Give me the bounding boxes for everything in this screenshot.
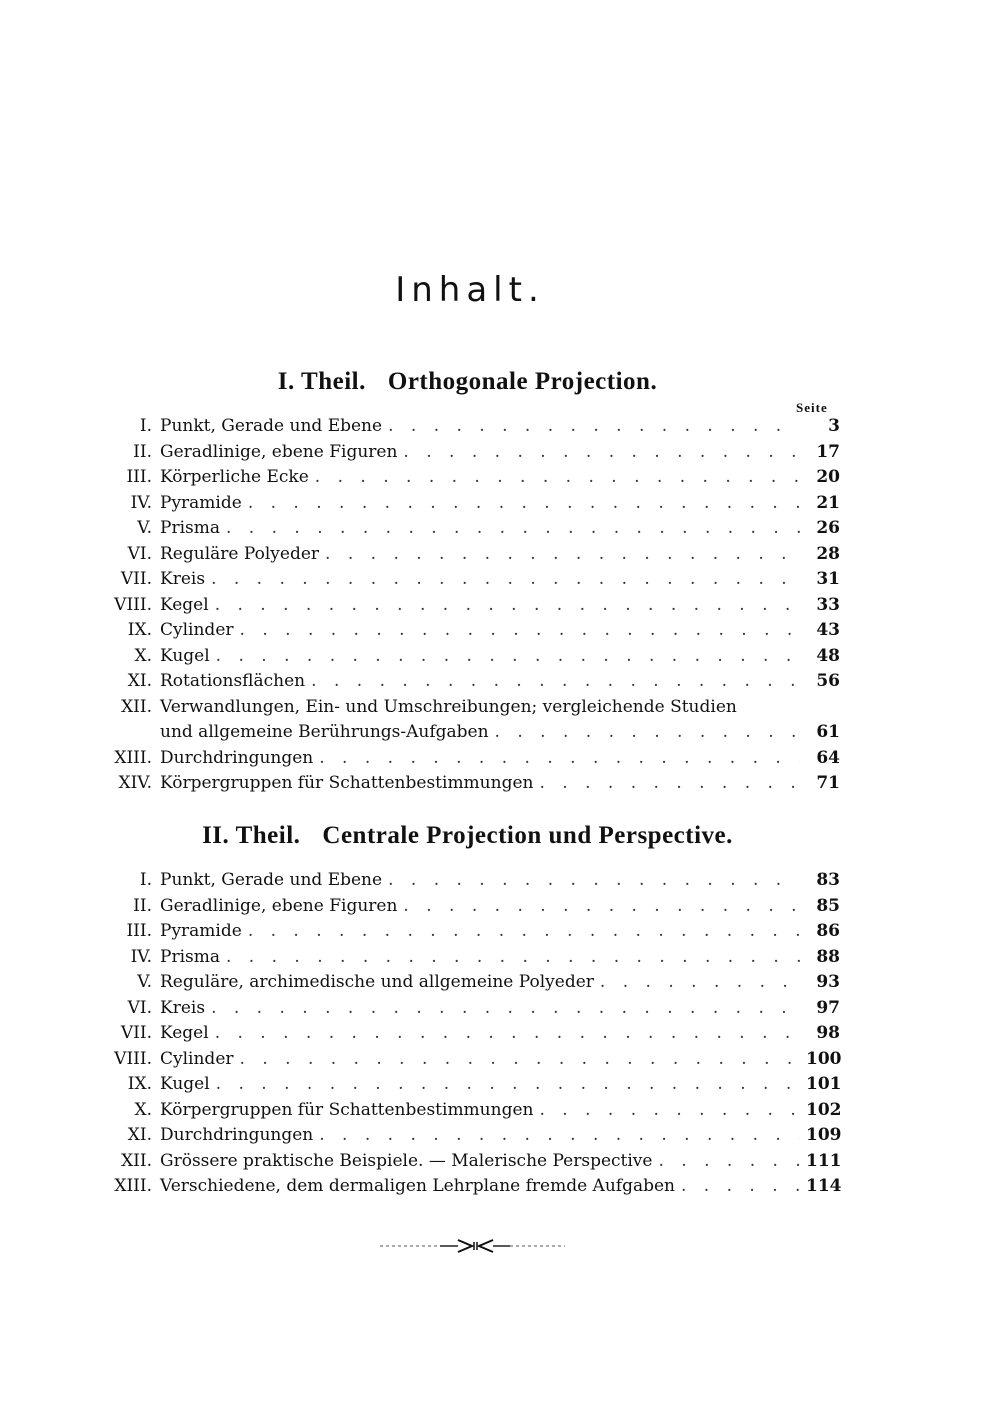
toc-entry-continuation bbox=[100, 720, 840, 746]
toc-entry-page: 114 bbox=[806, 1176, 842, 1196]
dot-leader bbox=[211, 567, 800, 593]
toc-entry bbox=[100, 567, 840, 593]
dot-leader bbox=[216, 1072, 800, 1098]
toc-entry-page: 28 bbox=[816, 543, 840, 564]
toc-entry-title: Punkt, Gerade und Ebene bbox=[160, 870, 383, 890]
part-1-heading bbox=[0, 368, 935, 396]
toc-entry-number: IV. bbox=[130, 946, 152, 967]
page-title: Inhalt. bbox=[395, 270, 545, 310]
toc-part-2 bbox=[100, 868, 840, 1200]
toc-entry bbox=[100, 516, 840, 542]
dot-leader bbox=[215, 1021, 800, 1047]
toc-entry-page: 21 bbox=[816, 492, 840, 513]
toc-entry-page: 85 bbox=[816, 895, 840, 916]
toc-entry-title: Kugel bbox=[160, 1074, 210, 1094]
dot-leader bbox=[681, 1174, 800, 1200]
toc-entry-page: 83 bbox=[816, 870, 840, 890]
toc-entry-number: III. bbox=[126, 921, 152, 941]
toc-entry-number: X. bbox=[134, 645, 152, 666]
part-1-subtitle: Orthogonale Projection. bbox=[387, 368, 658, 395]
dot-leader bbox=[240, 618, 800, 644]
toc-entry-page: 101 bbox=[806, 1074, 842, 1094]
toc-entry-page: 64 bbox=[816, 747, 840, 768]
toc-entry-page: 33 bbox=[816, 594, 840, 615]
toc-entry-title: Geradlinige, ebene Figuren bbox=[160, 441, 398, 462]
toc-entry bbox=[100, 695, 840, 721]
seite-column-label: Seite bbox=[796, 400, 828, 415]
dot-leader bbox=[211, 996, 800, 1022]
toc-entry-title: Prisma bbox=[160, 518, 220, 538]
part-2-heading bbox=[0, 822, 935, 850]
toc-entry-number: I. bbox=[139, 870, 152, 890]
toc-entry-title: Geradlinige, ebene Figuren bbox=[160, 895, 398, 916]
toc-entry-number: VIII. bbox=[114, 594, 152, 615]
dot-leader bbox=[240, 1047, 800, 1073]
toc-entry-title: Kegel bbox=[160, 594, 209, 615]
toc-entry-title: Grössere praktische Beispiele. — Malerische Perspective bbox=[160, 1150, 653, 1171]
toc-entry bbox=[100, 491, 840, 517]
toc-entry-number: XIII. bbox=[114, 747, 152, 768]
dot-leader bbox=[216, 644, 800, 670]
toc-entry-title: Kegel bbox=[160, 1023, 209, 1043]
toc-entry bbox=[100, 996, 840, 1022]
toc-entry bbox=[100, 945, 840, 971]
toc-entry-page: 17 bbox=[816, 441, 840, 462]
toc-entry-title: Cylinder bbox=[160, 620, 234, 640]
toc-entry-page: 56 bbox=[816, 671, 840, 691]
dot-leader bbox=[319, 746, 800, 772]
toc-entry-title: Kugel bbox=[160, 645, 210, 666]
toc-entry-page: 97 bbox=[816, 997, 840, 1018]
toc-entry-title: Cylinder bbox=[160, 1048, 234, 1069]
toc-entry-page: 88 bbox=[816, 946, 840, 967]
part-1-label: I. Theil. bbox=[277, 368, 366, 395]
toc-entry-number: XIII. bbox=[114, 1176, 152, 1196]
toc-entry-title: Pyramide bbox=[160, 921, 242, 941]
toc-entry-title: Reguläre Polyeder bbox=[160, 543, 320, 564]
toc-entry bbox=[100, 618, 840, 644]
toc-entry-number: V. bbox=[137, 518, 152, 538]
part-2-subtitle: Centrale Projection und Perspective. bbox=[322, 822, 733, 849]
toc-entry-number: VII. bbox=[120, 1023, 152, 1043]
toc-entry-title: Körperliche Ecke bbox=[160, 467, 309, 487]
toc-entry bbox=[100, 970, 840, 996]
ornament-divider bbox=[380, 1236, 565, 1256]
toc-entry bbox=[100, 1098, 840, 1124]
toc-entry-title: Rotationsflächen bbox=[160, 671, 306, 691]
dot-leader bbox=[325, 542, 800, 568]
toc-entry-number: X. bbox=[134, 1099, 152, 1120]
toc-entry-page: 71 bbox=[816, 773, 840, 793]
toc-entry bbox=[100, 414, 840, 440]
toc-entry-page: 102 bbox=[806, 1099, 842, 1120]
toc-entry bbox=[100, 1047, 840, 1073]
toc-entry-number: II. bbox=[133, 895, 152, 916]
dot-leader bbox=[248, 491, 800, 517]
toc-entry bbox=[100, 593, 840, 619]
toc-entry bbox=[100, 894, 840, 920]
toc-entry-number: VI. bbox=[127, 997, 152, 1018]
toc-entry-number: XII. bbox=[121, 1150, 152, 1171]
toc-entry-page: 31 bbox=[816, 569, 840, 589]
dot-leader bbox=[215, 593, 800, 619]
toc-entry-page: 98 bbox=[816, 1023, 840, 1043]
toc-entry-title: Punkt, Gerade und Ebene bbox=[160, 416, 383, 436]
toc-entry-number: VII. bbox=[120, 569, 152, 589]
toc-entry-title: Kreis bbox=[160, 997, 206, 1018]
toc-entry-number: I. bbox=[139, 416, 152, 436]
toc-entry-page: 48 bbox=[816, 645, 840, 666]
toc-entry-number: XII. bbox=[121, 696, 152, 717]
toc-entry bbox=[100, 868, 840, 894]
toc-entry-number: III. bbox=[126, 467, 152, 487]
toc-entry-title: Pyramide bbox=[160, 492, 242, 513]
dot-leader bbox=[226, 945, 800, 971]
toc-entry-page: 86 bbox=[816, 921, 840, 941]
dot-leader bbox=[319, 1123, 800, 1149]
dot-leader bbox=[495, 720, 800, 746]
toc-entry bbox=[100, 746, 840, 772]
toc-entry bbox=[100, 542, 840, 568]
toc-entry-page: 109 bbox=[806, 1125, 842, 1145]
toc-entry-page: 111 bbox=[806, 1150, 842, 1171]
toc-entry-page: 43 bbox=[816, 620, 840, 640]
toc-entry-number: XI. bbox=[127, 1125, 152, 1145]
toc-entry-page: 61 bbox=[816, 722, 840, 742]
dot-leader bbox=[315, 465, 800, 491]
toc-entry-number: VI. bbox=[127, 543, 152, 564]
toc-entry-title: Verwandlungen, Ein- und Umschreibungen; vergleichende Studien bbox=[160, 696, 737, 717]
toc-entry-title: Prisma bbox=[160, 946, 220, 967]
toc-entry-number: IX. bbox=[127, 1074, 152, 1094]
toc-entry-title: Durchdringungen bbox=[160, 747, 314, 768]
toc-entry-title: Verschiedene, dem dermaligen Lehrplane fremde Aufgaben bbox=[160, 1176, 675, 1196]
dot-leader bbox=[311, 669, 800, 695]
toc-entry-title: Körpergruppen für Schattenbestimmungen bbox=[160, 1099, 534, 1120]
dot-leader bbox=[403, 894, 800, 920]
toc-entry bbox=[100, 1149, 840, 1175]
dot-leader bbox=[226, 516, 800, 542]
toc-entry bbox=[100, 1123, 840, 1149]
toc-entry bbox=[100, 465, 840, 491]
toc-entry-number: XI. bbox=[127, 671, 152, 691]
toc-entry-page: 93 bbox=[816, 972, 840, 992]
dot-leader bbox=[248, 919, 800, 945]
dot-leader bbox=[600, 970, 800, 996]
toc-entry-number: V. bbox=[137, 972, 152, 992]
part-2-label: II. Theil. bbox=[202, 822, 301, 849]
toc-entry bbox=[100, 1072, 840, 1098]
toc-part-1 bbox=[100, 414, 840, 797]
toc-entry-title-continuation: und allgemeine Berührungs-Aufgaben bbox=[160, 722, 489, 742]
toc-entry-number: IV. bbox=[130, 492, 152, 513]
dot-leader bbox=[388, 414, 800, 440]
dot-leader bbox=[539, 771, 800, 797]
dot-leader bbox=[388, 868, 800, 894]
toc-entry-title: Reguläre, archimedische und allgemeine Polyeder bbox=[160, 972, 594, 992]
dot-leader bbox=[403, 440, 800, 466]
toc-entry bbox=[100, 919, 840, 945]
toc-entry-number: XIV. bbox=[118, 773, 152, 793]
toc-entry bbox=[100, 669, 840, 695]
toc-entry-page: 20 bbox=[816, 467, 840, 487]
toc-entry-page: 100 bbox=[806, 1048, 842, 1069]
toc-entry bbox=[100, 644, 840, 670]
toc-entry-title: Durchdringungen bbox=[160, 1125, 314, 1145]
dot-leader bbox=[539, 1098, 800, 1124]
toc-entry bbox=[100, 1174, 840, 1200]
toc-entry bbox=[100, 1021, 840, 1047]
toc-entry bbox=[100, 771, 840, 797]
toc-entry-title: Kreis bbox=[160, 569, 206, 589]
toc-entry-number: VIII. bbox=[114, 1048, 152, 1069]
toc-entry-number: II. bbox=[133, 441, 152, 462]
toc-entry-page: 3 bbox=[828, 416, 840, 436]
toc-entry bbox=[100, 440, 840, 466]
toc-entry-number: IX. bbox=[127, 620, 152, 640]
toc-entry-title: Körpergruppen für Schattenbestimmungen bbox=[160, 773, 534, 793]
toc-entry-page: 26 bbox=[816, 518, 840, 538]
dot-leader bbox=[658, 1149, 800, 1175]
